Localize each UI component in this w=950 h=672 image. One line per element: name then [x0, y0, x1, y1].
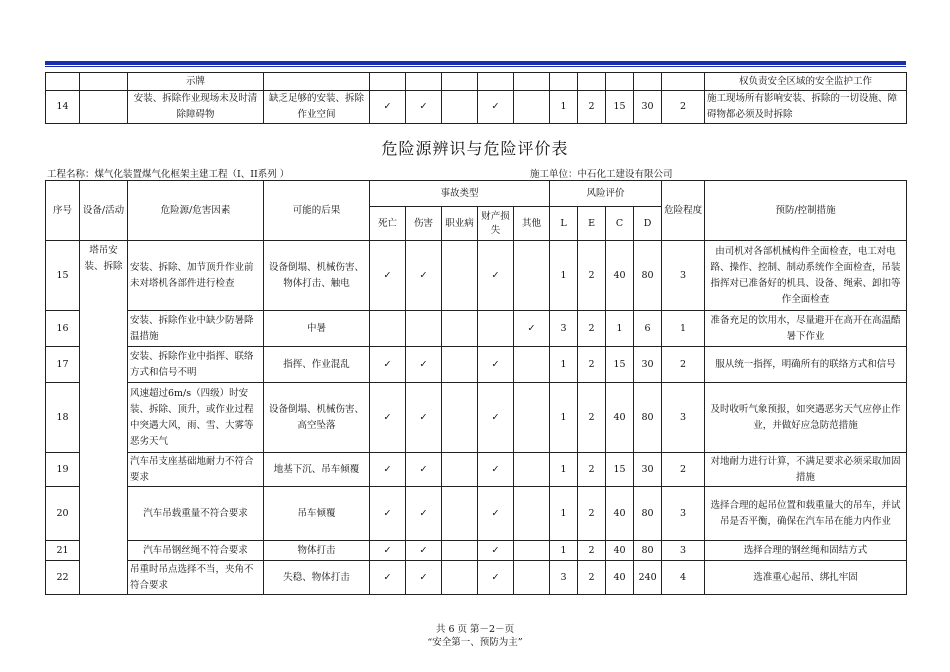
cell-L: 1 [550, 383, 578, 453]
cell-C: 15 [606, 347, 634, 383]
cell-other [514, 383, 550, 453]
cell-injury [406, 311, 442, 347]
header-rule [45, 61, 906, 65]
cell-hazard: 安装、拆除作业中缺少防暑降温措施 [128, 311, 264, 347]
cell-other [514, 561, 550, 595]
cell-other [514, 91, 550, 124]
cell-hazard: 风速超过6m/s（四级）时安装、拆除、顶升，或作业过程中突遇大风，雨、雪、大雾等恶劣天气 [128, 383, 264, 453]
page-number: 共 6 页 第－2－页 [435, 624, 515, 635]
cell-result [264, 73, 370, 91]
cell-disease [442, 541, 478, 561]
cell-D: 30 [634, 453, 662, 487]
cell-death: ✓ [370, 561, 406, 595]
cell-injury [406, 73, 442, 91]
header-other: 其他 [514, 207, 550, 241]
cell-injury: ✓ [406, 453, 442, 487]
cell-measures: 及时收听气象预报，如突遇恶劣天气应停止作业，并做好应急防范措施 [705, 383, 907, 453]
cell-death: ✓ [370, 91, 406, 124]
cell-injury: ✓ [406, 241, 442, 311]
cell-result: 指挥、作业混乱 [264, 347, 370, 383]
cell-no: 14 [46, 91, 80, 124]
table-row [46, 241, 907, 311]
cell-death: ✓ [370, 241, 406, 311]
cell-death: ✓ [370, 487, 406, 541]
cell-property: ✓ [478, 91, 514, 124]
cell-C [606, 73, 634, 91]
cell-C: 40 [606, 561, 634, 595]
cell-other [514, 487, 550, 541]
cell-measures: 选择合理的起吊位置和载重量大的吊车，并试吊是否平衡，确保在汽车吊在能力内作业 [705, 487, 907, 541]
cell-measures: 选择合理的钢丝绳和固结方式 [705, 541, 907, 561]
cell-no [46, 73, 80, 91]
cell-D: 80 [634, 487, 662, 541]
cell-measures: 服从统一指挥，明确所有的联络方式和信号 [705, 347, 907, 383]
cell-disease [442, 73, 478, 91]
cell-level: 2 [662, 453, 705, 487]
header-death: 死亡 [370, 207, 406, 241]
cell-level: 1 [662, 311, 705, 347]
table-row [46, 487, 907, 541]
cell-D: 240 [634, 561, 662, 595]
cell-measures: 准备充足的饮用水，尽量避开在高开在高温酷暑下作业 [705, 311, 907, 347]
header-D: D [634, 207, 662, 241]
table-row [46, 73, 907, 91]
header-equipment: 设备/活动 [80, 181, 128, 241]
cell-other: ✓ [514, 311, 550, 347]
cell-result: 设备倒塌、机械伤害、物体打击、触电 [264, 241, 370, 311]
cell-property: ✓ [478, 541, 514, 561]
cell-no: 15 [46, 241, 80, 311]
cell-death: ✓ [370, 347, 406, 383]
cell-hazard: 示牌 [128, 73, 264, 91]
cell-result: 吊车倾覆 [264, 487, 370, 541]
cell-L [550, 73, 578, 91]
cell-hazard: 安装、拆除、加节顶升作业前未对塔机各部件进行检查 [128, 241, 264, 311]
cell-E: 2 [578, 487, 606, 541]
cell-disease [442, 91, 478, 124]
cell-disease [442, 311, 478, 347]
cell-disease [442, 453, 478, 487]
footer-slogan: “安全第一、预防为主” [427, 637, 523, 648]
cell-no: 20 [46, 487, 80, 541]
cell-disease [442, 347, 478, 383]
previous-page-table [45, 72, 907, 124]
header-accident-type: 事故类型 [370, 181, 550, 207]
cell-level: 2 [662, 91, 705, 124]
cell-L: 3 [550, 311, 578, 347]
cell-property: ✓ [478, 347, 514, 383]
cell-result: 缺乏足够的安装、拆除作业空间 [264, 91, 370, 124]
table-row [46, 383, 907, 453]
cell-C: 15 [606, 91, 634, 124]
header-hazard: 危险源/危害因素 [128, 181, 264, 241]
cell-E: 2 [578, 561, 606, 595]
cell-other [514, 347, 550, 383]
cell-injury: ✓ [406, 487, 442, 541]
cell-L: 1 [550, 541, 578, 561]
cell-D: 80 [634, 241, 662, 311]
cell-injury: ✓ [406, 347, 442, 383]
cell-death [370, 311, 406, 347]
cell-hazard: 汽车吊支座基础地耐力不符合要求 [128, 453, 264, 487]
cell-L: 1 [550, 487, 578, 541]
cell-C: 40 [606, 241, 634, 311]
cell-D: 80 [634, 383, 662, 453]
header-result: 可能的后果 [264, 181, 370, 241]
cell-C: 40 [606, 383, 634, 453]
table-row [46, 561, 907, 595]
cell-no: 19 [46, 453, 80, 487]
table-row [46, 453, 907, 487]
cell-C: 15 [606, 453, 634, 487]
cell-level [662, 73, 705, 91]
cell-D: 30 [634, 347, 662, 383]
cell-disease [442, 383, 478, 453]
table-row [46, 347, 907, 383]
cell-hazard: 汽车吊载重量不符合要求 [128, 487, 264, 541]
cell-E: 2 [578, 91, 606, 124]
cell-L: 1 [550, 347, 578, 383]
cell-death: ✓ [370, 383, 406, 453]
cell-hazard: 安装、拆除作业中指挥、联络方式和信号不明 [128, 347, 264, 383]
cell-result: 地基下沉、吊车倾覆 [264, 453, 370, 487]
cell-property: ✓ [478, 241, 514, 311]
cell-death: ✓ [370, 453, 406, 487]
cell-E: 2 [578, 383, 606, 453]
table-row [46, 311, 907, 347]
table-row [46, 541, 907, 561]
cell-injury: ✓ [406, 541, 442, 561]
cell-measures: 对地耐力进行计算，不满足要求必须采取加固措施 [705, 453, 907, 487]
cell-C: 40 [606, 541, 634, 561]
cell-D [634, 73, 662, 91]
cell-injury: ✓ [406, 561, 442, 595]
cell-result: 设备倒塌、机械伤害、高空坠落 [264, 383, 370, 453]
cell-E: 2 [578, 453, 606, 487]
cell-level: 3 [662, 487, 705, 541]
cell-result: 失稳、物体打击 [264, 561, 370, 595]
cell-equip [80, 73, 128, 91]
cell-no: 22 [46, 561, 80, 595]
cell-L: 1 [550, 241, 578, 311]
cell-E: 2 [578, 311, 606, 347]
header-measures: 预防/控制措施 [705, 181, 907, 241]
cell-measures: 由司机对各部机械构件全面检查，电工对电路、操作、控制、制动系统作全面检查，吊装指挥对已准备好的机具、设备、绳索、卸扣等作全面检查 [705, 241, 907, 311]
header-level: 危险程度 [662, 181, 705, 241]
page-title: 危险源辨识与危险评价表 [381, 139, 569, 158]
cell-L: 1 [550, 453, 578, 487]
cell-measures: 权负责安全区域的安全监护工作 [705, 73, 907, 91]
cell-E: 2 [578, 541, 606, 561]
hazard-table [45, 180, 907, 595]
cell-property: ✓ [478, 561, 514, 595]
cell-injury: ✓ [406, 91, 442, 124]
cell-level: 3 [662, 541, 705, 561]
cell-other [514, 73, 550, 91]
header-L: L [550, 207, 578, 241]
header-E: E [578, 207, 606, 241]
cell-equip [80, 91, 128, 124]
cell-property [478, 73, 514, 91]
header-C: C [606, 207, 634, 241]
cell-injury: ✓ [406, 383, 442, 453]
cell-E: 2 [578, 347, 606, 383]
cell-level: 4 [662, 561, 705, 595]
cell-level: 2 [662, 347, 705, 383]
cell-D: 30 [634, 91, 662, 124]
header-risk-eval: 风险评价 [550, 181, 662, 207]
cell-no: 16 [46, 311, 80, 347]
cell-other [514, 453, 550, 487]
cell-no: 21 [46, 541, 80, 561]
cell-equipment-group: 塔吊安装、拆除 [80, 241, 128, 595]
header-property: 财产损失 [478, 207, 514, 241]
table-row [46, 91, 907, 124]
header-no: 序号 [46, 181, 80, 241]
cell-property: ✓ [478, 453, 514, 487]
project-name: 工程名称：煤气化装置煤气化框架主建工程（I、II系列 ） [47, 169, 290, 180]
cell-death [370, 73, 406, 91]
cell-other [514, 541, 550, 561]
cell-C: 1 [606, 311, 634, 347]
cell-D: 80 [634, 541, 662, 561]
cell-disease [442, 487, 478, 541]
cell-measures: 选准重心起吊、绑扎牢固 [705, 561, 907, 595]
cell-D: 6 [634, 311, 662, 347]
cell-hazard: 安装、拆除作业现场未及时清除障碍物 [128, 91, 264, 124]
cell-C: 40 [606, 487, 634, 541]
cell-property: ✓ [478, 383, 514, 453]
cell-property [478, 311, 514, 347]
cell-property: ✓ [478, 487, 514, 541]
cell-L: 1 [550, 91, 578, 124]
cell-hazard: 汽车吊钢丝绳不符合要求 [128, 541, 264, 561]
header-injury: 伤害 [406, 207, 442, 241]
cell-other [514, 241, 550, 311]
cell-no: 18 [46, 383, 80, 453]
cell-no: 17 [46, 347, 80, 383]
contractor-name: 施工单位：中石化工建设有限公司 [530, 169, 673, 180]
cell-result: 中暑 [264, 311, 370, 347]
cell-result: 物体打击 [264, 541, 370, 561]
header-disease: 职业病 [442, 207, 478, 241]
cell-disease [442, 241, 478, 311]
cell-hazard: 吊重时吊点选择不当，夹角不符合要求 [128, 561, 264, 595]
cell-level: 3 [662, 383, 705, 453]
cell-L: 3 [550, 561, 578, 595]
cell-E: 2 [578, 241, 606, 311]
header-rule-thin [45, 66, 906, 67]
cell-E [578, 73, 606, 91]
cell-level: 3 [662, 241, 705, 311]
cell-measures: 施工现场所有影响安装、拆除的一切设施、障碍物都必须及时拆除 [705, 91, 907, 124]
cell-disease [442, 561, 478, 595]
cell-death: ✓ [370, 541, 406, 561]
